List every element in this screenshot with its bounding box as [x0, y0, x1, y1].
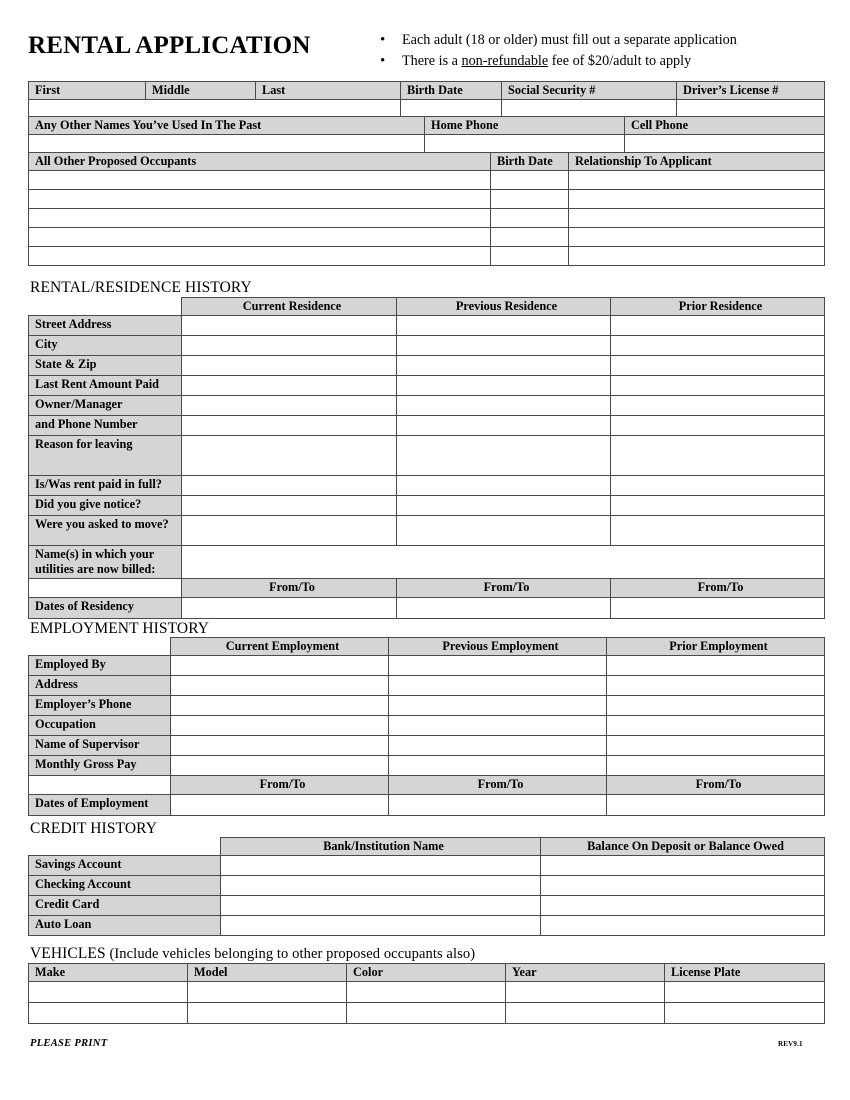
table-row	[29, 247, 825, 266]
field-asked-to-move-previous[interactable]	[397, 516, 611, 546]
row-label-employers-phone: Employer’s Phone	[29, 696, 171, 716]
field-dates-residency-current[interactable]	[182, 598, 397, 619]
section-title-credit-history: CREDIT HISTORY	[30, 820, 157, 837]
column-header-middle: Middle	[146, 82, 256, 100]
field-rent-paid-prior[interactable]	[611, 476, 825, 496]
other-names-phones-table	[28, 116, 825, 157]
field-checking-bank-name[interactable]	[221, 876, 541, 896]
field-vehicle-year[interactable]	[506, 982, 665, 1003]
section-title-vehicles-main: VEHICLES	[30, 945, 106, 962]
field-employer-address-current[interactable]	[171, 676, 389, 696]
column-header-fromto-prior: From/To	[607, 776, 825, 795]
field-gave-notice-prior[interactable]	[611, 496, 825, 516]
footer-please-print: PLEASE PRINT	[30, 1038, 108, 1049]
field-city-current[interactable]	[182, 336, 397, 356]
bullet-icon: •	[380, 53, 386, 69]
field-phone-number-previous[interactable]	[397, 416, 611, 436]
field-employed-by-previous[interactable]	[389, 656, 607, 676]
field-occupant-relationship[interactable]	[569, 228, 825, 247]
bullet-icon: •	[380, 32, 386, 48]
field-vehicle-model[interactable]	[188, 1003, 347, 1024]
row-label-monthly-gross-pay: Monthly Gross Pay	[29, 756, 171, 776]
table-row	[29, 982, 825, 1003]
table-row	[29, 209, 825, 228]
field-owner-manager-prior[interactable]	[611, 396, 825, 416]
row-label-were-you-asked-to-move: Were you asked to move?	[29, 516, 182, 546]
field-street-address-current[interactable]	[182, 316, 397, 336]
field-asked-to-move-prior[interactable]	[611, 516, 825, 546]
table-row-occupation	[29, 716, 825, 736]
field-occupant-birth-date[interactable]	[491, 171, 569, 190]
table-row	[29, 190, 825, 209]
field-vehicle-color[interactable]	[347, 982, 506, 1003]
note-suffix: fee of $20/adult to apply	[548, 53, 692, 69]
spacer-cell	[29, 838, 221, 856]
field-vehicle-make[interactable]	[29, 982, 188, 1003]
application-note-2-text	[402, 51, 824, 72]
section-title-vehicles	[30, 945, 475, 963]
table-row-employer-address	[29, 676, 825, 696]
column-header-color: Color	[347, 964, 506, 982]
column-header-balance: Balance On Deposit or Balance Owed	[541, 838, 825, 856]
column-header-drivers-license: Driver’s License #	[677, 82, 825, 100]
column-header-fromto-prior: From/To	[611, 579, 825, 598]
note-underlined-term: non-refundable	[461, 53, 549, 69]
table-row-dates-of-residency	[29, 598, 825, 619]
field-employer-address-prior[interactable]	[607, 676, 825, 696]
field-gave-notice-current[interactable]	[182, 496, 397, 516]
field-occupation-prior[interactable]	[607, 716, 825, 736]
column-header-relationship: Relationship To Applicant	[569, 153, 825, 171]
field-rent-paid-current[interactable]	[182, 476, 397, 496]
field-gross-pay-previous[interactable]	[389, 756, 607, 776]
field-rent-paid-previous[interactable]	[397, 476, 611, 496]
field-vehicle-year[interactable]	[506, 1003, 665, 1024]
table-header-row	[29, 153, 825, 171]
field-credit-card-bank-name[interactable]	[221, 896, 541, 916]
row-label-dates-of-employment: Dates of Employment	[29, 795, 171, 816]
column-header-previous-employment: Previous Employment	[389, 638, 607, 656]
table-row-savings-account	[29, 856, 825, 876]
table-header-row	[29, 117, 825, 135]
field-dates-residency-previous[interactable]	[397, 598, 611, 619]
table-row-state-zip	[29, 356, 825, 376]
spacer-cell-fromto	[29, 776, 171, 795]
field-occupant-birth-date[interactable]	[491, 190, 569, 209]
column-header-last: Last	[256, 82, 401, 100]
section-title-employment-history: EMPLOYMENT HISTORY	[30, 620, 210, 637]
column-header-fromto-previous: From/To	[389, 776, 607, 795]
field-gave-notice-previous[interactable]	[397, 496, 611, 516]
field-occupation-previous[interactable]	[389, 716, 607, 736]
note-prefix: There is a	[402, 53, 462, 69]
table-row-checking-account	[29, 876, 825, 896]
table-row-phone-number	[29, 416, 825, 436]
field-dates-employment-prior[interactable]	[607, 795, 825, 816]
row-label-credit-card: Credit Card	[29, 896, 221, 916]
field-occupation-current[interactable]	[171, 716, 389, 736]
field-employer-address-previous[interactable]	[389, 676, 607, 696]
field-reason-leaving-previous[interactable]	[397, 436, 611, 476]
table-header-row	[29, 964, 825, 982]
column-header-fromto-current: From/To	[171, 776, 389, 795]
field-occupant-name[interactable]	[29, 209, 491, 228]
field-savings-bank-name[interactable]	[221, 856, 541, 876]
field-asked-to-move-current[interactable]	[182, 516, 397, 546]
field-city-previous[interactable]	[397, 336, 611, 356]
field-occupant-name[interactable]	[29, 247, 491, 266]
proposed-occupants-table	[28, 152, 825, 266]
table-row-utilities-billed	[29, 546, 825, 579]
page-title: RENTAL APPLICATION	[28, 32, 311, 59]
column-header-model: Model	[188, 964, 347, 982]
row-label-employed-by: Employed By	[29, 656, 171, 676]
spacer-cell	[29, 638, 171, 656]
field-employed-by-prior[interactable]	[607, 656, 825, 676]
field-savings-balance[interactable]	[541, 856, 825, 876]
column-header-make: Make	[29, 964, 188, 982]
employment-history-table	[28, 637, 825, 816]
table-row-asked-to-move	[29, 516, 825, 546]
table-row-city	[29, 336, 825, 356]
table-row-rent-paid-in-full	[29, 476, 825, 496]
spacer-cell-fromto	[29, 579, 182, 598]
column-header-previous-residence: Previous Residence	[397, 298, 611, 316]
field-occupant-relationship[interactable]	[569, 171, 825, 190]
row-label-reason-for-leaving: Reason for leaving	[29, 436, 182, 476]
table-header-row	[29, 82, 825, 100]
field-occupant-relationship[interactable]	[569, 209, 825, 228]
field-dates-employment-current[interactable]	[171, 795, 389, 816]
table-header-row	[29, 298, 825, 316]
table-header-row	[29, 638, 825, 656]
table-row-credit-card	[29, 896, 825, 916]
field-city-prior[interactable]	[611, 336, 825, 356]
field-checking-balance[interactable]	[541, 876, 825, 896]
field-utilities-billed-names[interactable]	[182, 546, 825, 579]
application-note-1-text: Each adult (18 or older) must fill out a separate application	[402, 32, 737, 48]
field-gross-pay-prior[interactable]	[607, 756, 825, 776]
column-header-license-plate: License Plate	[665, 964, 825, 982]
table-row-fromto-header	[29, 776, 825, 795]
column-header-home-phone: Home Phone	[425, 117, 625, 135]
row-label-city: City	[29, 336, 182, 356]
table-row-supervisor	[29, 736, 825, 756]
field-reason-leaving-prior[interactable]	[611, 436, 825, 476]
application-notes-list	[380, 30, 824, 72]
field-street-address-prior[interactable]	[611, 316, 825, 336]
spacer-cell	[29, 298, 182, 316]
column-header-first: First	[29, 82, 146, 100]
row-label-and-phone-number: and Phone Number	[29, 416, 182, 436]
vehicles-table	[28, 963, 825, 1024]
field-credit-card-balance[interactable]	[541, 896, 825, 916]
field-last-rent-prior[interactable]	[611, 376, 825, 396]
column-header-fromto-previous: From/To	[397, 579, 611, 598]
column-header-year: Year	[506, 964, 665, 982]
row-label-checking-account: Checking Account	[29, 876, 221, 896]
field-last-rent-previous[interactable]	[397, 376, 611, 396]
field-supervisor-previous[interactable]	[389, 736, 607, 756]
field-vehicle-plate[interactable]	[665, 982, 825, 1003]
column-header-current-residence: Current Residence	[182, 298, 397, 316]
row-label-address: Address	[29, 676, 171, 696]
field-phone-number-prior[interactable]	[611, 416, 825, 436]
column-header-other-names: Any Other Names You’ve Used In The Past	[29, 117, 425, 135]
field-auto-loan-bank-name[interactable]	[221, 916, 541, 936]
field-occupant-relationship[interactable]	[569, 247, 825, 266]
field-supervisor-prior[interactable]	[607, 736, 825, 756]
field-occupant-birth-date[interactable]	[491, 247, 569, 266]
row-label-owner-manager: Owner/Manager	[29, 396, 182, 416]
row-label-street-address: Street Address	[29, 316, 182, 336]
field-vehicle-plate[interactable]	[665, 1003, 825, 1024]
table-row-employed-by	[29, 656, 825, 676]
column-header-bank-institution-name: Bank/Institution Name	[221, 838, 541, 856]
field-dates-residency-prior[interactable]	[611, 598, 825, 619]
field-occupant-relationship[interactable]	[569, 190, 825, 209]
column-header-birth-date: Birth Date	[401, 82, 502, 100]
row-label-last-rent-amount: Last Rent Amount Paid	[29, 376, 182, 396]
column-header-prior-residence: Prior Residence	[611, 298, 825, 316]
field-vehicle-color[interactable]	[347, 1003, 506, 1024]
table-row	[29, 228, 825, 247]
row-label-savings-account: Savings Account	[29, 856, 221, 876]
field-phone-number-current[interactable]	[182, 416, 397, 436]
table-row-dates-of-employment	[29, 795, 825, 816]
rental-history-table	[28, 297, 825, 619]
table-row-street-address	[29, 316, 825, 336]
field-vehicle-make[interactable]	[29, 1003, 188, 1024]
field-occupant-name[interactable]	[29, 228, 491, 247]
row-label-occupation: Occupation	[29, 716, 171, 736]
field-occupant-name[interactable]	[29, 171, 491, 190]
row-label-name-of-supervisor: Name of Supervisor	[29, 736, 171, 756]
section-title-rental-history: RENTAL/RESIDENCE HISTORY	[30, 279, 252, 296]
table-row-reason-for-leaving	[29, 436, 825, 476]
field-occupant-birth-date[interactable]	[491, 228, 569, 247]
table-row	[29, 1003, 825, 1024]
row-label-did-you-give-notice: Did you give notice?	[29, 496, 182, 516]
table-row-gave-notice	[29, 496, 825, 516]
field-dates-employment-previous[interactable]	[389, 795, 607, 816]
page-header	[28, 30, 824, 78]
table-row-owner-manager	[29, 396, 825, 416]
row-label-dates-of-residency: Dates of Residency	[29, 598, 182, 619]
field-reason-leaving-current[interactable]	[182, 436, 397, 476]
field-employer-phone-previous[interactable]	[389, 696, 607, 716]
row-label-utilities-billed: Name(s) in which your utilities are now billed:	[29, 546, 182, 579]
column-header-fromto-current: From/To	[182, 579, 397, 598]
field-employed-by-current[interactable]	[171, 656, 389, 676]
field-employer-phone-current[interactable]	[171, 696, 389, 716]
field-owner-manager-previous[interactable]	[397, 396, 611, 416]
field-vehicle-model[interactable]	[188, 982, 347, 1003]
column-header-prior-employment: Prior Employment	[607, 638, 825, 656]
credit-history-table	[28, 837, 825, 936]
field-gross-pay-current[interactable]	[171, 756, 389, 776]
field-state-zip-current[interactable]	[182, 356, 397, 376]
table-row-last-rent	[29, 376, 825, 396]
field-supervisor-current[interactable]	[171, 736, 389, 756]
column-header-occupants: All Other Proposed Occupants	[29, 153, 491, 171]
column-header-social-security: Social Security #	[502, 82, 677, 100]
row-label-rent-paid-in-full: Is/Was rent paid in full?	[29, 476, 182, 496]
column-header-cell-phone: Cell Phone	[625, 117, 825, 135]
field-auto-loan-balance[interactable]	[541, 916, 825, 936]
field-state-zip-previous[interactable]	[397, 356, 611, 376]
field-occupant-birth-date[interactable]	[491, 209, 569, 228]
field-last-rent-current[interactable]	[182, 376, 397, 396]
field-street-address-previous[interactable]	[397, 316, 611, 336]
field-employer-phone-prior[interactable]	[607, 696, 825, 716]
column-header-current-employment: Current Employment	[171, 638, 389, 656]
column-header-occupant-birth-date: Birth Date	[491, 153, 569, 171]
field-occupant-name[interactable]	[29, 190, 491, 209]
table-row-monthly-gross-pay	[29, 756, 825, 776]
section-title-vehicles-note: (Include vehicles belonging to other proposed occupants also)	[105, 946, 476, 962]
table-row-fromto-header	[29, 579, 825, 598]
row-label-state-zip: State & Zip	[29, 356, 182, 376]
field-state-zip-prior[interactable]	[611, 356, 825, 376]
row-label-auto-loan: Auto Loan	[29, 916, 221, 936]
table-row-employer-phone	[29, 696, 825, 716]
application-note-1	[380, 30, 824, 51]
table-row-auto-loan	[29, 916, 825, 936]
table-row	[29, 171, 825, 190]
application-note-2	[380, 51, 824, 72]
table-header-row	[29, 838, 825, 856]
field-owner-manager-current[interactable]	[182, 396, 397, 416]
footer-revision: REV9.1	[778, 1040, 803, 1048]
